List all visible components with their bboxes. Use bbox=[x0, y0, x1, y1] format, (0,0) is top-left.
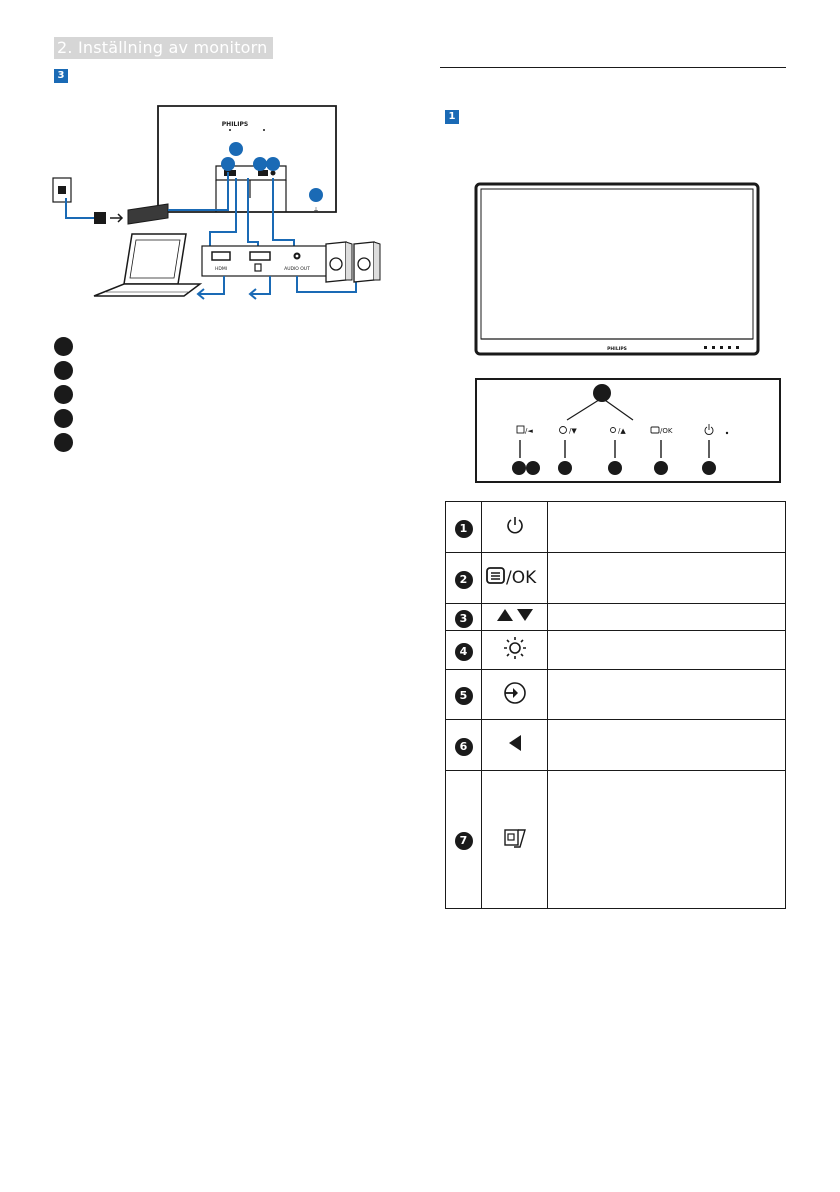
svg-text:/OK: /OK bbox=[505, 568, 536, 588]
step-badge-right: 1 bbox=[445, 110, 459, 124]
legend-dot-3 bbox=[54, 385, 73, 404]
port-label-audio: AUDIO OUT bbox=[284, 267, 310, 272]
row-number: 4 bbox=[455, 643, 473, 661]
row-number: 2 bbox=[455, 571, 473, 589]
panel-label-3: /▲ bbox=[618, 427, 626, 435]
legend-dot-4 bbox=[54, 409, 73, 428]
row-number: 7 bbox=[455, 832, 473, 850]
step-badge-left: 3 bbox=[54, 69, 68, 83]
table-row bbox=[446, 771, 786, 909]
laptop bbox=[94, 234, 200, 296]
monitor-front-diagram bbox=[473, 181, 761, 359]
input-icon bbox=[482, 670, 548, 720]
row-description bbox=[548, 553, 786, 604]
row-number: 6 bbox=[455, 738, 473, 756]
legend-dot-5 bbox=[54, 433, 73, 452]
monitor-back-brand: PHILIPS bbox=[221, 121, 249, 128]
section-title: 2. Inställning av monitorn bbox=[54, 37, 273, 59]
table-row bbox=[446, 670, 786, 720]
marker-2 bbox=[229, 142, 243, 156]
brightness-icon bbox=[482, 631, 548, 670]
panel-label-4: /OK bbox=[660, 427, 673, 435]
table-row bbox=[446, 631, 786, 670]
marker-1 bbox=[221, 157, 235, 171]
power-plug bbox=[94, 212, 106, 224]
row-description bbox=[548, 771, 786, 909]
table-row bbox=[446, 553, 786, 604]
row-number: 3 bbox=[455, 610, 473, 628]
controls-table bbox=[445, 501, 786, 909]
row-description bbox=[548, 604, 786, 631]
table-row bbox=[446, 604, 786, 631]
back-arrow-icon bbox=[482, 720, 548, 771]
row-number: 5 bbox=[455, 687, 473, 705]
row-description bbox=[548, 502, 786, 553]
marker-4 bbox=[266, 157, 280, 171]
row-number: 1 bbox=[455, 520, 473, 538]
legend-dot-1 bbox=[54, 337, 73, 356]
table-row bbox=[446, 502, 786, 553]
row-description bbox=[548, 631, 786, 670]
power-adapter bbox=[128, 204, 168, 224]
row-description bbox=[548, 720, 786, 771]
button-panel-diagram bbox=[475, 378, 781, 484]
panel-marker-3 bbox=[593, 384, 611, 402]
marker-5 bbox=[309, 188, 323, 202]
marker-3 bbox=[253, 157, 267, 171]
connection-diagram bbox=[50, 100, 390, 330]
panel-label-2: /▼ bbox=[569, 427, 577, 435]
table-row bbox=[446, 720, 786, 771]
row-description bbox=[548, 670, 786, 720]
top-divider bbox=[440, 67, 786, 68]
panel-label-1: /◄ bbox=[525, 427, 533, 435]
port-label-hdmi: HDMI bbox=[214, 267, 228, 272]
svg-text:⟂: ⟂ bbox=[313, 206, 319, 213]
menu-ok-icon bbox=[482, 553, 548, 604]
up-down-arrows-icon bbox=[482, 604, 548, 631]
speakers bbox=[326, 242, 380, 282]
power-led bbox=[726, 432, 728, 434]
smartimage-icon bbox=[482, 771, 548, 909]
power-icon bbox=[482, 502, 548, 553]
legend-dot-2 bbox=[54, 361, 73, 380]
monitor-front-brand: PHILIPS bbox=[607, 347, 627, 352]
